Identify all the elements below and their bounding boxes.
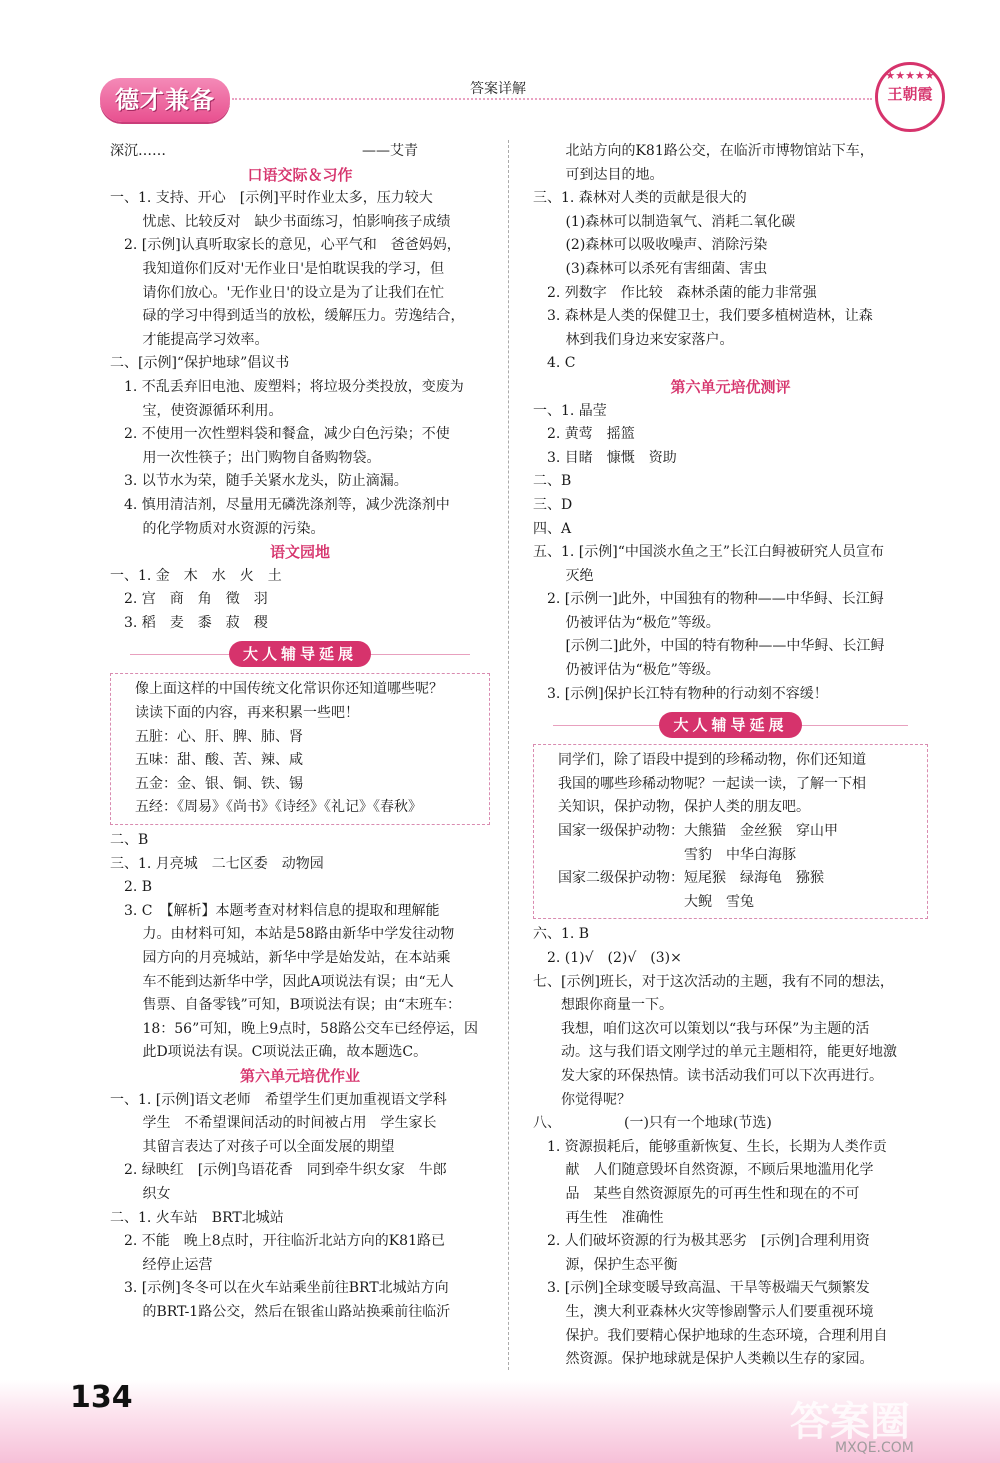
extension-banner-label: 大人辅导延展 [659,712,801,738]
answer-line: 2. 人们破坏资源的行为极其恶劣 [示例]合理利用资 [533,1233,870,1250]
answer-line: 仍被评估为“极危”等级。 [533,662,720,679]
answer-line: 你觉得呢？ [533,1091,631,1108]
answer-line: 五脏：心、肝、脾、肺、肾 [121,728,303,745]
answer-line: 经停止运营 [110,1256,213,1273]
answer-line: 我知道你们反对'无作业日'是怕耽误我的学习，但 [110,260,445,277]
answer-line: 2. B [110,879,153,896]
answer-line: 八、 (一)只有一个地球(节选) [533,1115,772,1132]
answer-line: 3. [示例]冬冬可以在火车站乘坐前往BRT北城站方向 [110,1280,449,1297]
answer-line: 深沉…… ——艾青 [110,143,418,159]
answer-line: (1)森林可以制造氧气、消耗二氧化碳 [533,213,796,230]
answer-line: 一、1. 支持、开心 [示例]平时作业太多，压力较大 [110,190,433,207]
answer-line: 二、1. 火车站 BRT北城站 [110,1209,284,1226]
answer-line: 七、[示例]班长，对于这次活动的主题，我有不同的想法， [533,973,894,990]
answer-line: 二、B [110,832,149,849]
answer-line: [示例二]此外，中国的特有物种——中华鲟、长江鲟 [533,638,885,655]
answer-line: 可到达目的地。 [533,166,664,183]
answer-line: 同学们，除了语段中提到的珍稀动物，你们还知道 [544,752,866,769]
answer-line: 3. [示例]全球变暖导致高温、干旱等极端天气频繁发 [533,1280,870,1297]
answer-line: 想跟你商量一下。 [533,997,673,1014]
answer-line: 3. 以节水为荣，随手关紧水龙头，防止滴漏。 [110,473,408,490]
answer-line: 五金：金、银、铜、铁、锡 [121,775,303,792]
answer-line: 三、D [533,496,573,513]
extension-banner [110,641,490,667]
answer-line: 六、1. B [533,926,590,943]
answer-line: 3. 稻 麦 黍 菽 稷 [110,614,268,631]
answer-line: 读读下面的内容，再来积累一些吧！ [121,705,359,722]
answer-line: 18：56”可知，晚上9点时，58路公交车已经停运，因 [110,1020,478,1037]
answer-line: 国家一级保护动物：大熊猫 金丝猴 穿山甲 [544,823,838,840]
answer-line: 2. 不使用一次性塑料袋和餐盒，减少白色污染；不使 [110,426,450,443]
answer-line: 4. 慎用清洁剂，尽量用无磷洗涤剂等，减少洗涤剂中 [110,496,450,513]
answer-line: 一、1. [示例]语文老师 希望学生们更加重视语文学科 [110,1091,447,1108]
extension-banner-label: 大人辅导延展 [229,641,371,667]
right-column [533,140,928,1372]
answer-line: 然资源。保护地球就是保护人类赖以生存的家园。 [533,1351,874,1368]
answer-line: 大鲵 雪兔 [544,893,754,910]
answer-line: 国家二级保护动物：短尾猴 绿海龟 猕猴 [544,870,824,887]
column-divider [508,140,509,1370]
extension-box [533,744,928,919]
answer-line: 五味：甜、酸、苦、辣、咸 [121,752,303,769]
answer-line: 碌的学习中得到适当的放松，缓解压力。劳逸结合， [110,308,465,325]
section-title: 口语交际＆习作 [247,165,353,184]
answer-line: 像上面这样的中国传统文化常识你还知道哪些呢？ [121,681,443,698]
answer-line: 三、1. 森林对人类的贡献是很大的 [533,190,747,207]
answer-line: (2)森林可以吸收噪声、消除污染 [533,237,768,254]
answer-line: 园方向的月亮城站，新华中学是始发站，在本站乘 [110,950,451,966]
answer-line: 2. 列数字 作比较 森林杀菌的能力非常强 [533,284,817,301]
answer-line: 2. 宫 商 角 徵 羽 [110,591,268,608]
answer-line: 三、1. 月亮城 二七区委 动物园 [110,855,324,872]
answer-line: 发大家的环保热情。读书活动我们可以下次再进行。 [533,1067,883,1084]
answer-line: 2. [示例一]此外，中国独有的物种——中华鲟、长江鲟 [533,591,884,608]
watermark-logo: 答案圈 [790,1399,910,1445]
answer-line: 关知识，保护动物，保护人类的朋友吧。 [544,799,810,816]
answer-line: 学生 不希望课间活动的时间被占用 学生家长 [110,1115,437,1132]
section-title: 第六单元培优作业 [239,1066,360,1085]
answer-line: 用一次性筷子；出门购物自备购物袋。 [110,449,381,466]
answer-line: 其留言表达了对孩子可以全面发展的期望 [110,1138,395,1155]
answer-line: 二、B [533,473,572,490]
answer-line: 力。由材料可知，本站是58路由新华中学发往动物 [110,926,455,943]
answer-line: 北站方向的K81路公交，在临沂市博物馆站下车， [533,143,874,159]
answer-line: 四、A [533,520,572,537]
answer-line: 4. C [533,355,576,372]
extension-banner [533,712,928,738]
answer-line: 生，澳大利亚森林火灾等惨剧警示人们要重视环境 [533,1303,874,1320]
answer-line: 林到我们身边来安家落户。 [533,331,734,348]
header-divider [232,98,872,100]
answer-line: 品 某些自然资源原先的可再生性和现在的不可 [533,1185,860,1202]
left-column [110,140,490,1325]
answer-line: 五、1. [示例]“中国淡水鱼之王”长江白鲟被研究人员宣布 [533,544,885,561]
answer-line: 3. 森林是人类的保健卫士，我们要多植树造林，让森 [533,308,873,325]
answer-line: 请你们放心。'无作业日'的设立是为了让我们在忙 [110,284,445,301]
answer-line: 五经：《周易》《尚书》《诗经》《礼记》《春秋》 [121,799,422,816]
seal-brand: 王朝霞 [887,85,933,103]
answer-line: 2. 黄莺 摇篮 [533,426,635,443]
answer-line: 车不能到达新华中学，因此A项说法有误；由“无人 [110,973,454,990]
answer-line: 3. 目睹 慷慨 资助 [533,449,677,466]
answer-line: 源，保护生态平衡 [533,1256,678,1273]
answer-line: 3. [示例]保护长江特有物种的行动刻不容缓！ [533,685,828,702]
answer-line: 忧虑、比较反对 缺少书面练习，怕影响孩子成绩 [110,213,451,230]
answer-line: 的化学物质对水资源的污染。 [110,520,325,537]
watermark-url: MXQE.COM [835,1440,914,1456]
answer-line: 的BRT-1路公交，然后在银雀山路站换乘前往临沂 [110,1303,451,1320]
answer-line: 织女 [110,1185,171,1202]
answer-line: 宝，使资源循环利用。 [110,402,283,419]
answer-line: 2. (1)√ (2)√ (3)× [533,950,682,966]
answer-line: 一、1. 金 木 水 火 土 [110,567,282,584]
section-title: 语文园地 [269,543,330,562]
answer-line: 我国的哪些珍稀动物呢？一起读一读，了解一下相 [544,775,866,792]
answer-line: 一、1. 晶莹 [533,402,607,419]
page-number: 134 [70,1380,133,1415]
answer-line: 此D项说法有误。C项说法正确，故本题选C。 [110,1044,428,1061]
answer-line: 售票、自备零钱”可知，B项说法有误；由“末班车： [110,997,462,1014]
brand-logo: 德才兼备 [100,78,230,122]
answer-line: 2. 绿映红 [示例]鸟语花香 同到牵牛织女家 牛郎 [110,1162,447,1179]
answer-line: 1. 不乱丢弃旧电池、废塑料；将垃圾分类投放，变废为 [110,378,464,395]
seal-stars: ★★★★★ [885,69,935,82]
page-header-title: 答案详解 [460,78,536,98]
section-title: 第六单元培优测评 [670,377,791,396]
answer-line: 雪豹 中华白海豚 [544,846,796,863]
extension-box [110,673,490,825]
answer-line: 保护。我们要精心保护地球的生态环境，合理利用自 [533,1327,888,1344]
answer-line: 献 人们随意毁坏自然资源，不顾后果地滥用化学 [533,1162,874,1179]
answer-line: (3)森林可以杀死有害细菌、害虫 [533,260,768,277]
answer-line: 2. [示例]认真听取家长的意见，心平气和 爸爸妈妈， [110,237,461,254]
answer-line: 动。这与我们语文刚学过的单元主题相符，能更好地激 [533,1044,897,1061]
publisher-seal [875,62,945,132]
answer-line: 再生性 准确性 [533,1209,664,1226]
answer-line: 二、[示例]“保护地球”倡议书 [110,355,290,372]
answer-line: 灭绝 [533,567,594,584]
answer-line: 仍被评估为“极危”等级。 [533,614,720,631]
answer-line: 才能提高学习效率。 [110,331,269,348]
answer-line: 我想，咱们这次可以策划以“我与环保”为主题的活 [533,1020,870,1037]
answer-line: 1. 资源损耗后，能够重新恢复、生长，长期为人类作贡 [533,1138,887,1155]
answer-line: 2. 不能 晚上8点时，开往临沂北站方向的K81路已 [110,1233,445,1250]
answer-line: 3. C 【解析】本题考查对材料信息的提取和理解能 [110,902,440,919]
